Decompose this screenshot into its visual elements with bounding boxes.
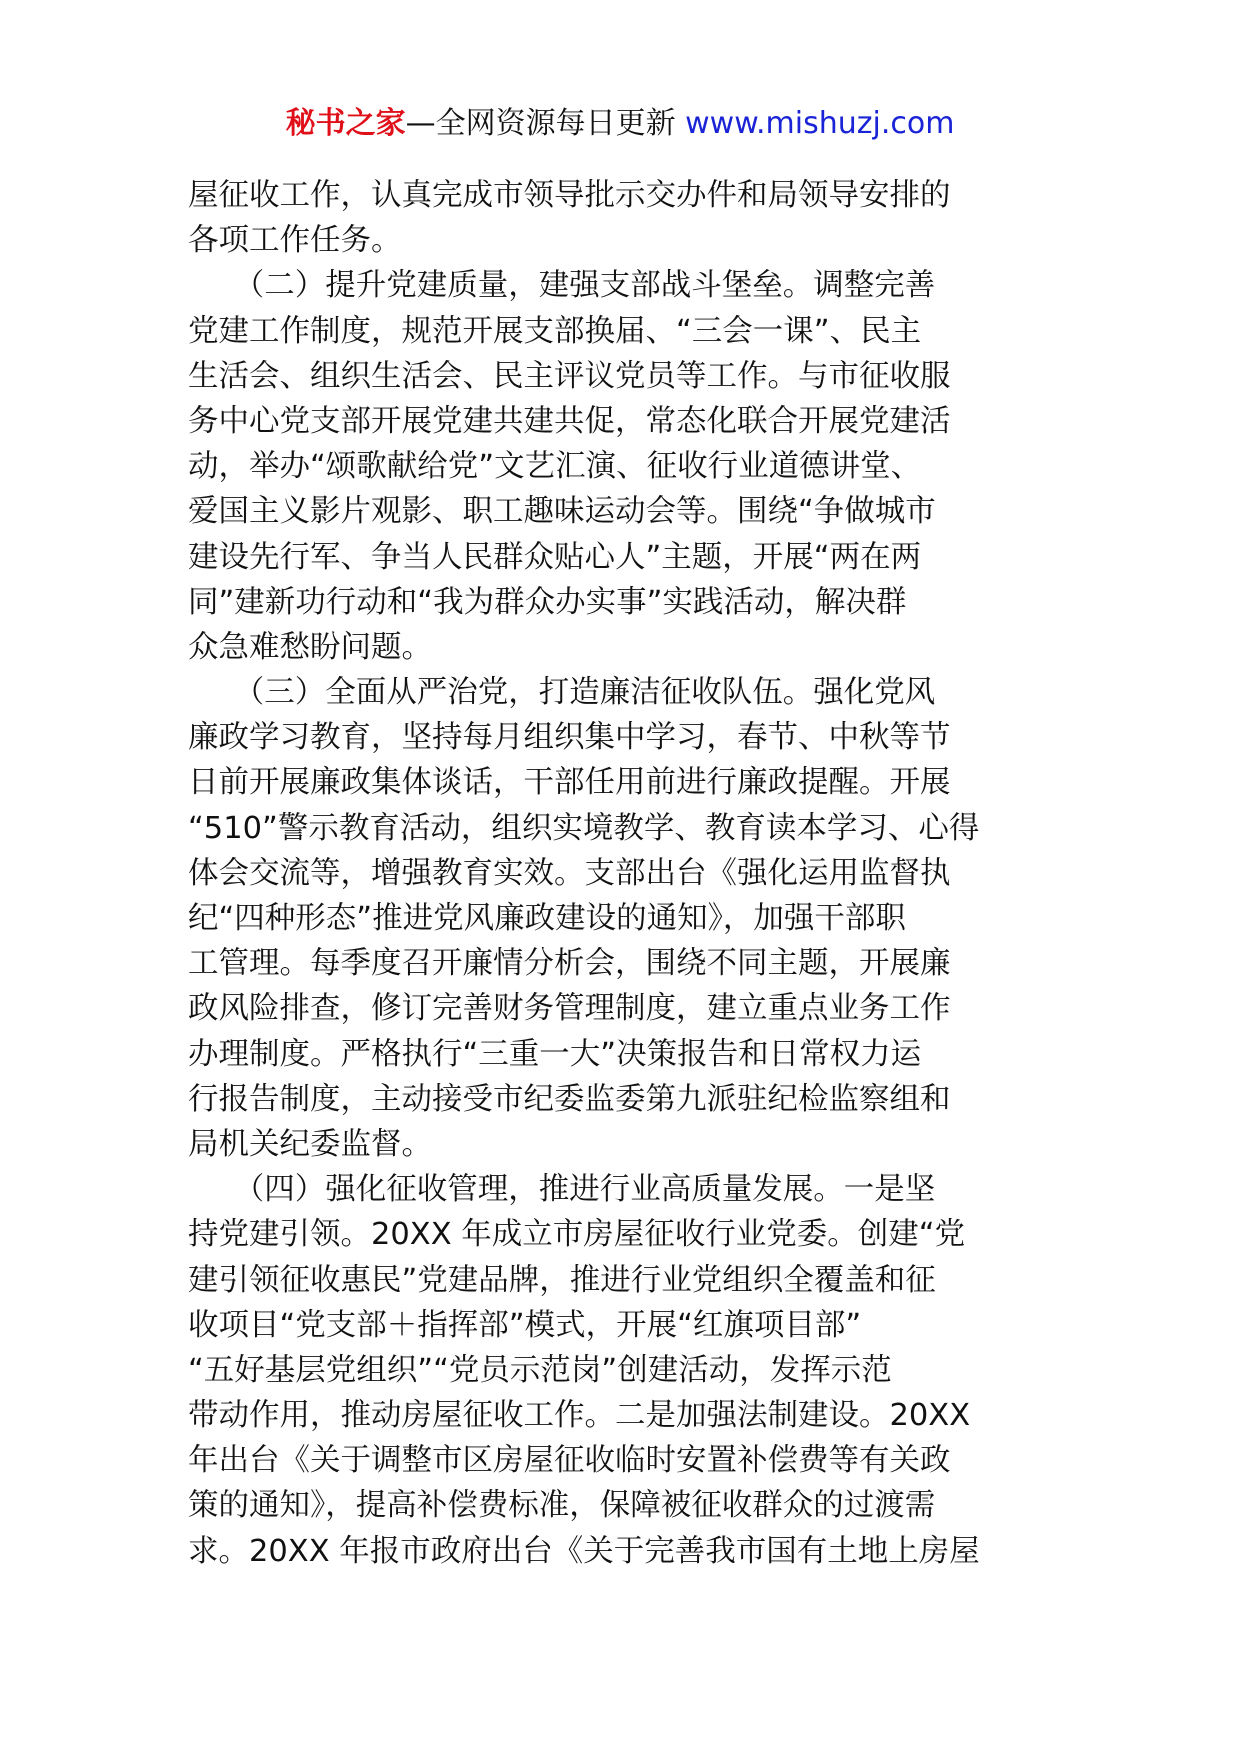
text-line: 同”建新功行动和“我为群众办实事”实践活动，解决群 xyxy=(188,584,907,620)
text-line: 众急难愁盼问题。 xyxy=(188,629,432,665)
page-header xyxy=(0,104,1240,144)
header-tagline: —全网资源每日更新 xyxy=(405,106,676,141)
text-line: 建设先行军、争当人民群众贴心人”主题，开展“两在两 xyxy=(188,539,922,575)
text-line: 日前开展廉政集体谈话，干部任用前进行廉政提醒。开展 xyxy=(188,765,951,801)
text-line: 体会交流等，增强教育实效。支部出台《强化运用监督执 xyxy=(188,855,951,891)
text-line: 持党建引领。20XX 年成立市房屋征收行业党委。创建“党 xyxy=(188,1217,966,1253)
text-line: 党建工作制度，规范开展支部换届、“三会一课”、民主 xyxy=(188,313,922,349)
text-line: 局机关纪委监督。 xyxy=(188,1126,432,1162)
text-line: 策的通知》，提高补偿费标准，保障被征收群众的过渡需 xyxy=(188,1488,936,1524)
text-line: 屋征收工作，认真完成市领导批示交办件和局领导安排的 xyxy=(188,178,951,213)
text-line: 廉政学习教育，坚持每月组织集中学习，春节、中秋等节 xyxy=(188,720,951,756)
text-line: （三）全面从严治党，打造廉洁征收队伍。强化党风 xyxy=(188,675,936,711)
text-line: 纪“四种形态”推进党风廉政建设的通知》，加强干部职 xyxy=(188,901,906,936)
text-line: 办理制度。严格执行“三重一大”决策报告和日常权力运 xyxy=(188,1036,922,1072)
text-line: 求。20XX 年报市政府出台《关于完善我市国有土地上房屋 xyxy=(188,1533,980,1569)
text-line: （二）提升党建质量，建强支部战斗堡垒。调整完善 xyxy=(188,268,936,304)
text-line: 政风险排查，修订完善财务管理制度，建立重点业务工作 xyxy=(188,991,951,1027)
text-line: 年出台《关于调整市区房屋征收临时安置补偿费等有关政 xyxy=(188,1443,951,1479)
text-line: 各项工作任务。 xyxy=(188,223,402,259)
text-line: 行报告制度，主动接受市纪委监委第九派驻纪检监察组和 xyxy=(188,1081,951,1117)
body-text xyxy=(188,173,1056,1574)
text-line: 工管理。每季度召开廉情分析会，围绕不同主题，开展廉 xyxy=(188,946,951,982)
text-line: 建引领征收惠民”党建品牌，推进行业党组织全覆盖和征 xyxy=(188,1262,936,1298)
text-line: 动，举办“颂歌献给党”文艺汇演、征收行业道德讲堂、 xyxy=(188,449,922,485)
site-url-link[interactable]: www.mishuzj.com xyxy=(685,106,955,141)
text-line: 务中心党支部开展党建共建共促，常态化联合开展党建活 xyxy=(188,403,951,439)
text-line: 生活会、组织生活会、民主评议党员等工作。与市征收服 xyxy=(188,358,951,394)
text-line: “五好基层党组织”“党员示范岗”创建活动，发挥示范 xyxy=(188,1352,892,1388)
text-line: 收项目“党支部＋指挥部”模式，开展“红旗项目部” xyxy=(188,1307,862,1343)
text-line: “510”警示教育活动，组织实境教学、教育读本学习、心得 xyxy=(188,810,980,846)
text-line: 带动作用，推动房屋征收工作。二是加强法制建设。20XX xyxy=(188,1398,971,1434)
brand-name: 秘书之家 xyxy=(285,106,406,141)
text-line: 爱国主义影片观影、职工趣味运动会等。围绕“争做城市 xyxy=(188,494,936,530)
text-line: （四）强化征收管理，推进行业高质量发展。一是坚 xyxy=(188,1172,936,1208)
